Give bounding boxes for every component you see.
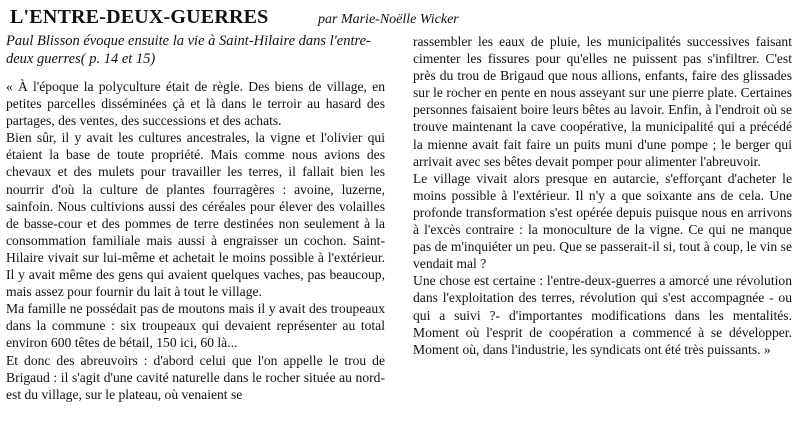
article-header	[10, 2, 790, 32]
paragraph: Et donc des abreuvoirs : d'abord celui que l'on appelle le trou de Brigaud : il s'agit d'une cavité naturelle dans le rocher située au nord-est du village, sur le plateau, où venaient se	[6, 352, 385, 402]
right-column	[413, 33, 792, 358]
paragraph: Ma famille ne possédait pas de moutons mais il y avait des troupeaux dans la commune : six troupeaux qui devaient représenter au total environ 600 têtes de bétail, 150 ici, 60 là...	[6, 301, 385, 351]
paragraph: Bien sûr, il y avait les cultures ancestrales, la vigne et l'olivier qui étaient la base de toute propriété. Mais comme nous avions des chevaux et des mulets pour travailler les terres, il fallait bien les nourrir d'où la culture de plantes fourragères : avoine, luzerne, sainfoin. Nous cultivions aussi des céréales pour élever des volailles de basse-cour et des pommes de terre destinées non seulement à la consommation familiale mais aussi à engraisser un cochon. Saint-Hilaire vivait sur lui-même et achetait le moins possible à l'extérieur. Il y avait même des gens qui avaient quelques vaches, pas beaucoup, mais assez pour fournir du lait à tout le village.	[6, 130, 385, 300]
left-column	[6, 33, 385, 403]
article-title: L'ENTRE-DEUX-GUERRES	[10, 6, 269, 28]
paragraph: rassembler les eaux de pluie, les municipalités successives faisant cimenter les fissures pour qu'elles ne puissent pas s'infiltrer. C'est près du trou de Brigaud que nous allions, enfants, faire des glissades sur le rocher en pente en nous asseyant sur une pierre plate. Certaines personnes faisaient boire leurs bêtes au lavoir. Enfin, à l'endroit où se trouve maintenant la cave coopérative, la municipalité qui a précédé la mienne avait fait faire un puits muni d'une pompe ; le berger qui arrivait avec ses bêtes devait pomper pour alimenter l'abreuvoir.	[413, 34, 792, 169]
article-intro: Paul Blisson évoque ensuite la vie à Saint-Hilaire dans l'entre-deux guerres( p. 14 et 15)	[6, 33, 371, 67]
paragraph: « À l'époque la polyculture était de règle. Des biens de village, en petites parcelles disséminées çà et là dans le terroir au hasard des partages, des ventes, des successions et des achats.	[6, 79, 385, 129]
paragraph: Le village vivait alors presque en autarcie, s'efforçant d'acheter le moins possible à l'extérieur. Il n'y a que soixante ans de cela. Une profonde transformation s'est opérée depuis puisque nous en arrivons à l'excès contraire : la monoculture de la vigne. Ce qui ne manque pas de m'inquiéter un peu. Que se passerait-il si, tout à coup, le vin se vendait mal ?	[413, 170, 792, 272]
paragraph: Une chose est certaine : l'entre-deux-guerres a amorcé une révolution dans l'exploitation des terres, révolution qui s'est accompagnée - ou qui a suivi ?- d'importantes modifications dans les mentalités. Moment où l'esprit de coopération a commencé à se développer. Moment où, dans l'industrie, les syndicats ont été très puissants. »	[413, 273, 792, 357]
article-author: par Marie-Noëlle Wicker	[318, 12, 459, 27]
